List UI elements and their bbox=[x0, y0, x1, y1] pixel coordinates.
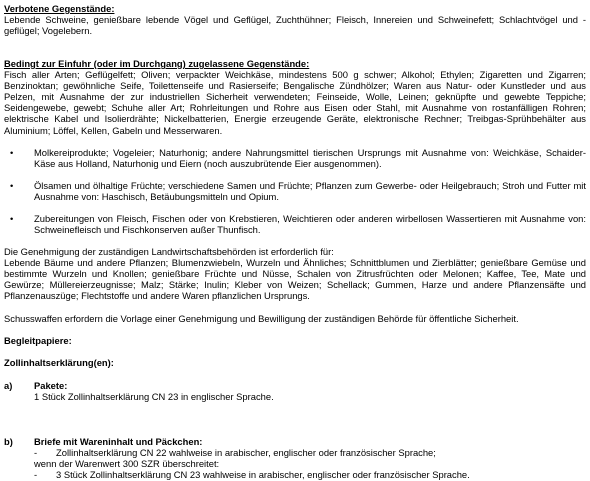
bullet-list bbox=[4, 213, 586, 235]
heading-zollinhaltserklaerung: Zollinhaltserklärung(en): bbox=[4, 357, 114, 368]
bullet-dot-icon: • bbox=[10, 147, 14, 158]
item-a-pakete bbox=[4, 380, 590, 402]
item-b-label: b) bbox=[4, 436, 13, 448]
section-verboten bbox=[4, 3, 586, 36]
text-verboten: Lebende Schweine, genießbare lebende Vögel und Geflügel, Zuchthühner; Fleisch, Innereien und Schweinefett; Schlachtvögel und -geflügel; Vogelebern. bbox=[4, 14, 586, 37]
item-b-condition: wenn der Warenwert 300 SZR überschreitet: bbox=[34, 458, 220, 470]
section-begleitpapiere bbox=[4, 335, 586, 346]
bullet-dot-icon: • bbox=[10, 180, 14, 191]
bullet-list bbox=[4, 147, 586, 169]
genehmigung-text: Lebende Bäume und andere Pflanzen; Blumenzwiebeln, Wurzeln und Ähnliches; Schnittblumen und Zierblätter; genießbare Gemüse und bestimmte Wurzeln und Knollen; genießbare Früchte und Nüsse, Schalen von Zitrusfrüchten oder Melonen; Kaffee, Tee, Mate und Gewürze; Müllereierzeugnisse; Malz; Stärke; Inulin; Kleber von Weizen; Schellack; Gummen, Harze und andere Pflanzensäfte und Pflanzenauszüge; Flechtstoffe und andere Waren pflanzlichen Ursprungs. bbox=[4, 257, 586, 302]
item-b-line-2 bbox=[34, 469, 590, 480]
bullet-text: Ölsamen und ölhaltige Früchte; verschiedene Samen und Früchte; Pflanzen zum Gewerbe- oder Heilgebrauch; Stroh und Futter mit Ausnahme von: Haschisch, Betäubungsmitteln und Opium. bbox=[34, 180, 586, 203]
section-genehmigung bbox=[4, 246, 586, 301]
section-schusswaffen bbox=[4, 313, 586, 324]
item-b-line-1 bbox=[34, 447, 590, 458]
section-zugelassen bbox=[4, 58, 586, 136]
bullet-text: Molkereiprodukte; Vogeleier; Naturhonig; andere Nahrungsmittel tierischen Ursprungs mit Ausnahme von: Weichkäse, Schaider-Käse aus Holland, Naturhonig und Eiern (noch auszubrütende Eier ausgenommen). bbox=[34, 147, 586, 170]
item-b-text-1: Zollinhaltserklärung CN 22 wahlweise in arabischer, englischer oder französischer Sprache; bbox=[56, 447, 436, 459]
item-a-text: 1 Stück Zollinhaltserklärung CN 23 in englischer Sprache. bbox=[34, 391, 274, 403]
bullet-list bbox=[4, 180, 586, 202]
item-b-text-2: 3 Stück Zollinhaltserklärung CN 23 wahlweise in arabischer, englischer oder französischer Sprache. bbox=[56, 469, 470, 481]
dash-icon: - bbox=[34, 447, 38, 459]
heading-verboten: Verbotene Gegenstände: bbox=[4, 3, 115, 14]
bullet-item bbox=[4, 213, 586, 235]
schusswaffen-text: Schusswaffen erfordern die Vorlage einer Genehmigung und Bewilligung der zuständigen Behörde für öffentliche Sicherheit. bbox=[4, 313, 519, 324]
bullet-item bbox=[4, 180, 586, 202]
heading-begleitpapiere: Begleitpapiere: bbox=[4, 335, 72, 346]
text-zugelassen: Fisch aller Arten; Geflügelfett; Oliven; verpackter Weichkäse, mindestens 500 g schwer; Alkohol; Ethylen; Zigaretten und Zigarren; Benzinoktan; gewöhnliche Seife, Toilettenseife und Rasierseife; Bengalische Zündhölzer; Waren aus Natur- oder Kunstleder und aus Pelzen, mit Ausnahme der zur industriellen Sicherheit verwendeten; Feinseide, Wolle, Leinen; geknüpfte und gewebte Teppiche; Seidengewebe, gewebt; Schuhe aller Art; Rohrleitungen und Rohre aus Eisen oder Stahl, mit Ausnahme von rostanfälligen Rohren; elektrische Kabel und Isolierdrähte; Nickelbatterien, Energie erzeugende Geräte, elektronische Rechner; Treibgas-Sprühbehälter aus Aluminium; Löffel, Kellen, Gabeln und Messerwaren. bbox=[4, 69, 586, 136]
item-a-label: a) bbox=[4, 380, 13, 391]
heading-zugelassen: Bedingt zur Einfuhr (oder im Durchgang) zugelassene Gegenstände: bbox=[4, 58, 310, 69]
section-zollinhalt bbox=[4, 357, 586, 368]
bullet-item bbox=[4, 147, 586, 169]
item-a-title: Pakete: bbox=[34, 380, 68, 391]
dash-icon: - bbox=[34, 469, 38, 481]
genehmigung-intro: Die Genehmigung der zuständigen Landwirtschaftsbehörden ist erforderlich für: bbox=[4, 246, 334, 257]
bullet-text: Zubereitungen von Fleisch, Fischen oder von Krebstieren, Weichtieren oder anderen wirbellosen Wassertieren mit Ausnahme von: Schweinefleisch und Fischkonserven außer Thunfisch. bbox=[34, 213, 586, 236]
item-b-briefe bbox=[4, 436, 590, 480]
item-b-title: Briefe mit Wareninhalt und Päckchen: bbox=[34, 436, 203, 448]
bullet-dot-icon: • bbox=[10, 213, 14, 224]
